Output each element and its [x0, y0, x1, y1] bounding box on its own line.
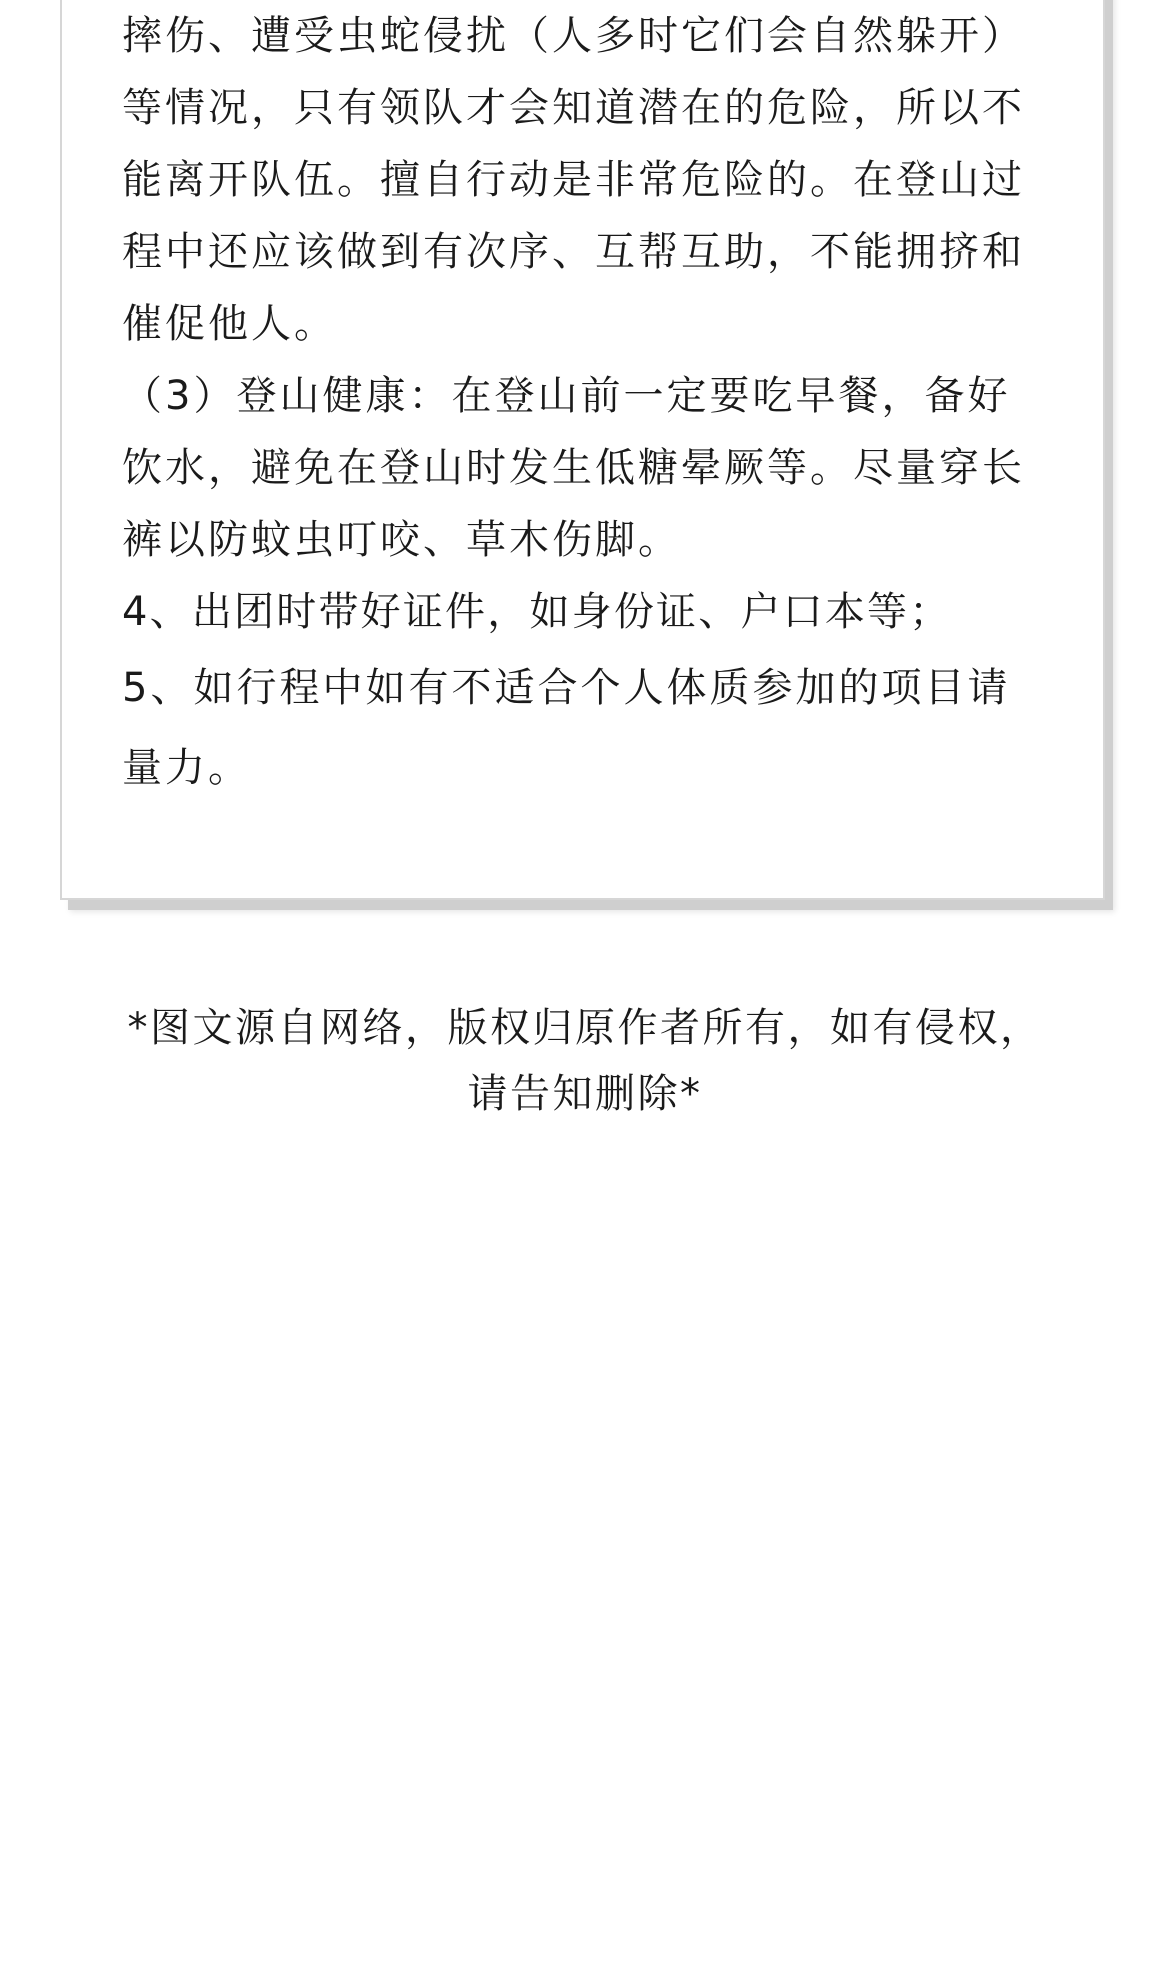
copyright-line-2: 请告知删除* — [467, 1071, 703, 1117]
copyright-line-1: *图文源自网络，版权归原作者所有，如有侵权， — [127, 1005, 1043, 1051]
text-line-11: 量力。 — [122, 745, 251, 791]
text-line-9: 4、出团时带好证件，如身份证、户口本等； — [122, 589, 952, 635]
card-text — [122, 0, 1062, 808]
text-line-2: 等情况，只有领队才会知道潜在的危险，所以不 — [122, 85, 1025, 131]
text-line-1: 摔伤、遭受虫蛇侵扰（人多时它们会自然躲开） — [122, 13, 1025, 59]
text-line-10: 5、如行程中如有不适合个人体质参加的项目请 — [122, 665, 1011, 711]
copyright-notice — [0, 995, 1170, 1127]
text-line-7: 饮水，避免在登山时发生低糖晕厥等。尽量穿长 — [122, 445, 1025, 491]
content-card — [60, 0, 1105, 900]
text-line-4: 程中还应该做到有次序、互帮互助，不能拥挤和 — [122, 229, 1025, 275]
text-line-6: （3）登山健康：在登山前一定要吃早餐，备好 — [122, 373, 1011, 419]
text-line-3: 能离开队伍。擅自行动是非常危险的。在登山过 — [122, 157, 1025, 203]
text-line-8: 裤以防蚊虫叮咬、草木伤脚。 — [122, 517, 681, 563]
text-line-5: 催促他人。 — [122, 301, 337, 347]
